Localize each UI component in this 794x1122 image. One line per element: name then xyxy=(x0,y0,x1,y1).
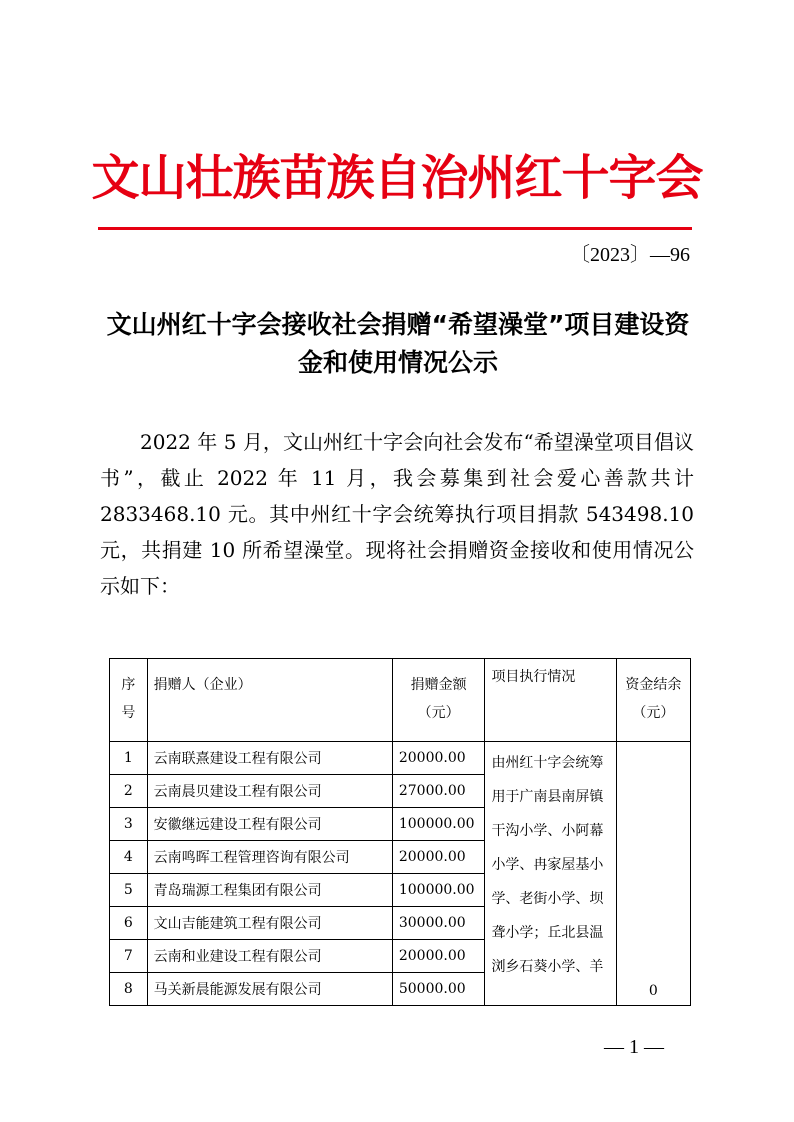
balance-cell: 0 xyxy=(616,742,690,1006)
page-number: — 1 — xyxy=(604,1036,664,1058)
row-amount: 20000.00 xyxy=(392,841,485,874)
table-header-row xyxy=(110,659,691,742)
table-row xyxy=(110,742,691,775)
row-donor: 云南联熹建设工程有限公司 xyxy=(147,742,392,775)
row-donor: 云南晨贝建设工程有限公司 xyxy=(147,775,392,808)
row-amount: 100000.00 xyxy=(392,874,485,907)
header-execution: 项目执行情况 xyxy=(485,659,616,742)
row-amount: 100000.00 xyxy=(392,808,485,841)
row-no: 2 xyxy=(110,775,148,808)
paragraph-text: 2022 年 5 月，文山州红十字会向社会发布“希望澡堂项目倡议书”，截止 2022 年 11 月，我会募集到社会爱心善款共计 2833468.10 元。其中州红十字会统筹执行项目捐款 543498.10 元，共捐建 10 所希望澡堂。现将社会捐赠资金接收和使用情况公示如下： xyxy=(100,430,694,598)
row-no: 3 xyxy=(110,808,148,841)
organization-title: 文山壮族苗族自治州红十字会 xyxy=(91,150,703,206)
document-number: 〔2023〕—96 xyxy=(570,244,690,266)
header-donor: 捐赠人（企业） xyxy=(147,659,392,742)
row-no: 5 xyxy=(110,874,148,907)
row-amount: 20000.00 xyxy=(392,940,485,973)
row-amount: 27000.00 xyxy=(392,775,485,808)
row-donor: 文山吉能建筑工程有限公司 xyxy=(147,907,392,940)
document-heading: 文山州红十字会接收社会捐赠“希望澡堂”项目建设资金和使用情况公示 xyxy=(106,310,690,377)
red-divider-line xyxy=(98,227,692,230)
row-amount: 20000.00 xyxy=(392,742,485,775)
row-no: 4 xyxy=(110,841,148,874)
row-no: 8 xyxy=(110,973,148,1006)
row-donor: 青岛瑞源工程集团有限公司 xyxy=(147,874,392,907)
row-amount: 30000.00 xyxy=(392,907,485,940)
row-no: 6 xyxy=(110,907,148,940)
row-donor: 云南和业建设工程有限公司 xyxy=(147,940,392,973)
execution-cell: 由州红十字会统筹用于广南县南屏镇干沟小学、小阿幕小学、冉家屋基小学、老街小学、坝聋小学；丘北县温浏乡石葵小学、羊 xyxy=(485,742,616,1006)
row-donor: 安徽继远建设工程有限公司 xyxy=(147,808,392,841)
body-paragraph xyxy=(100,424,694,604)
header-balance: 资金结余（元） xyxy=(616,659,690,742)
row-no: 7 xyxy=(110,940,148,973)
header-no: 序号 xyxy=(110,659,148,742)
row-amount: 50000.00 xyxy=(392,973,485,1006)
row-donor: 马关新晨能源发展有限公司 xyxy=(147,973,392,1006)
header-amount: 捐赠金额（元） xyxy=(392,659,485,742)
row-no: 1 xyxy=(110,742,148,775)
row-donor: 云南鸣晖工程管理咨询有限公司 xyxy=(147,841,392,874)
donation-table xyxy=(109,658,691,1006)
